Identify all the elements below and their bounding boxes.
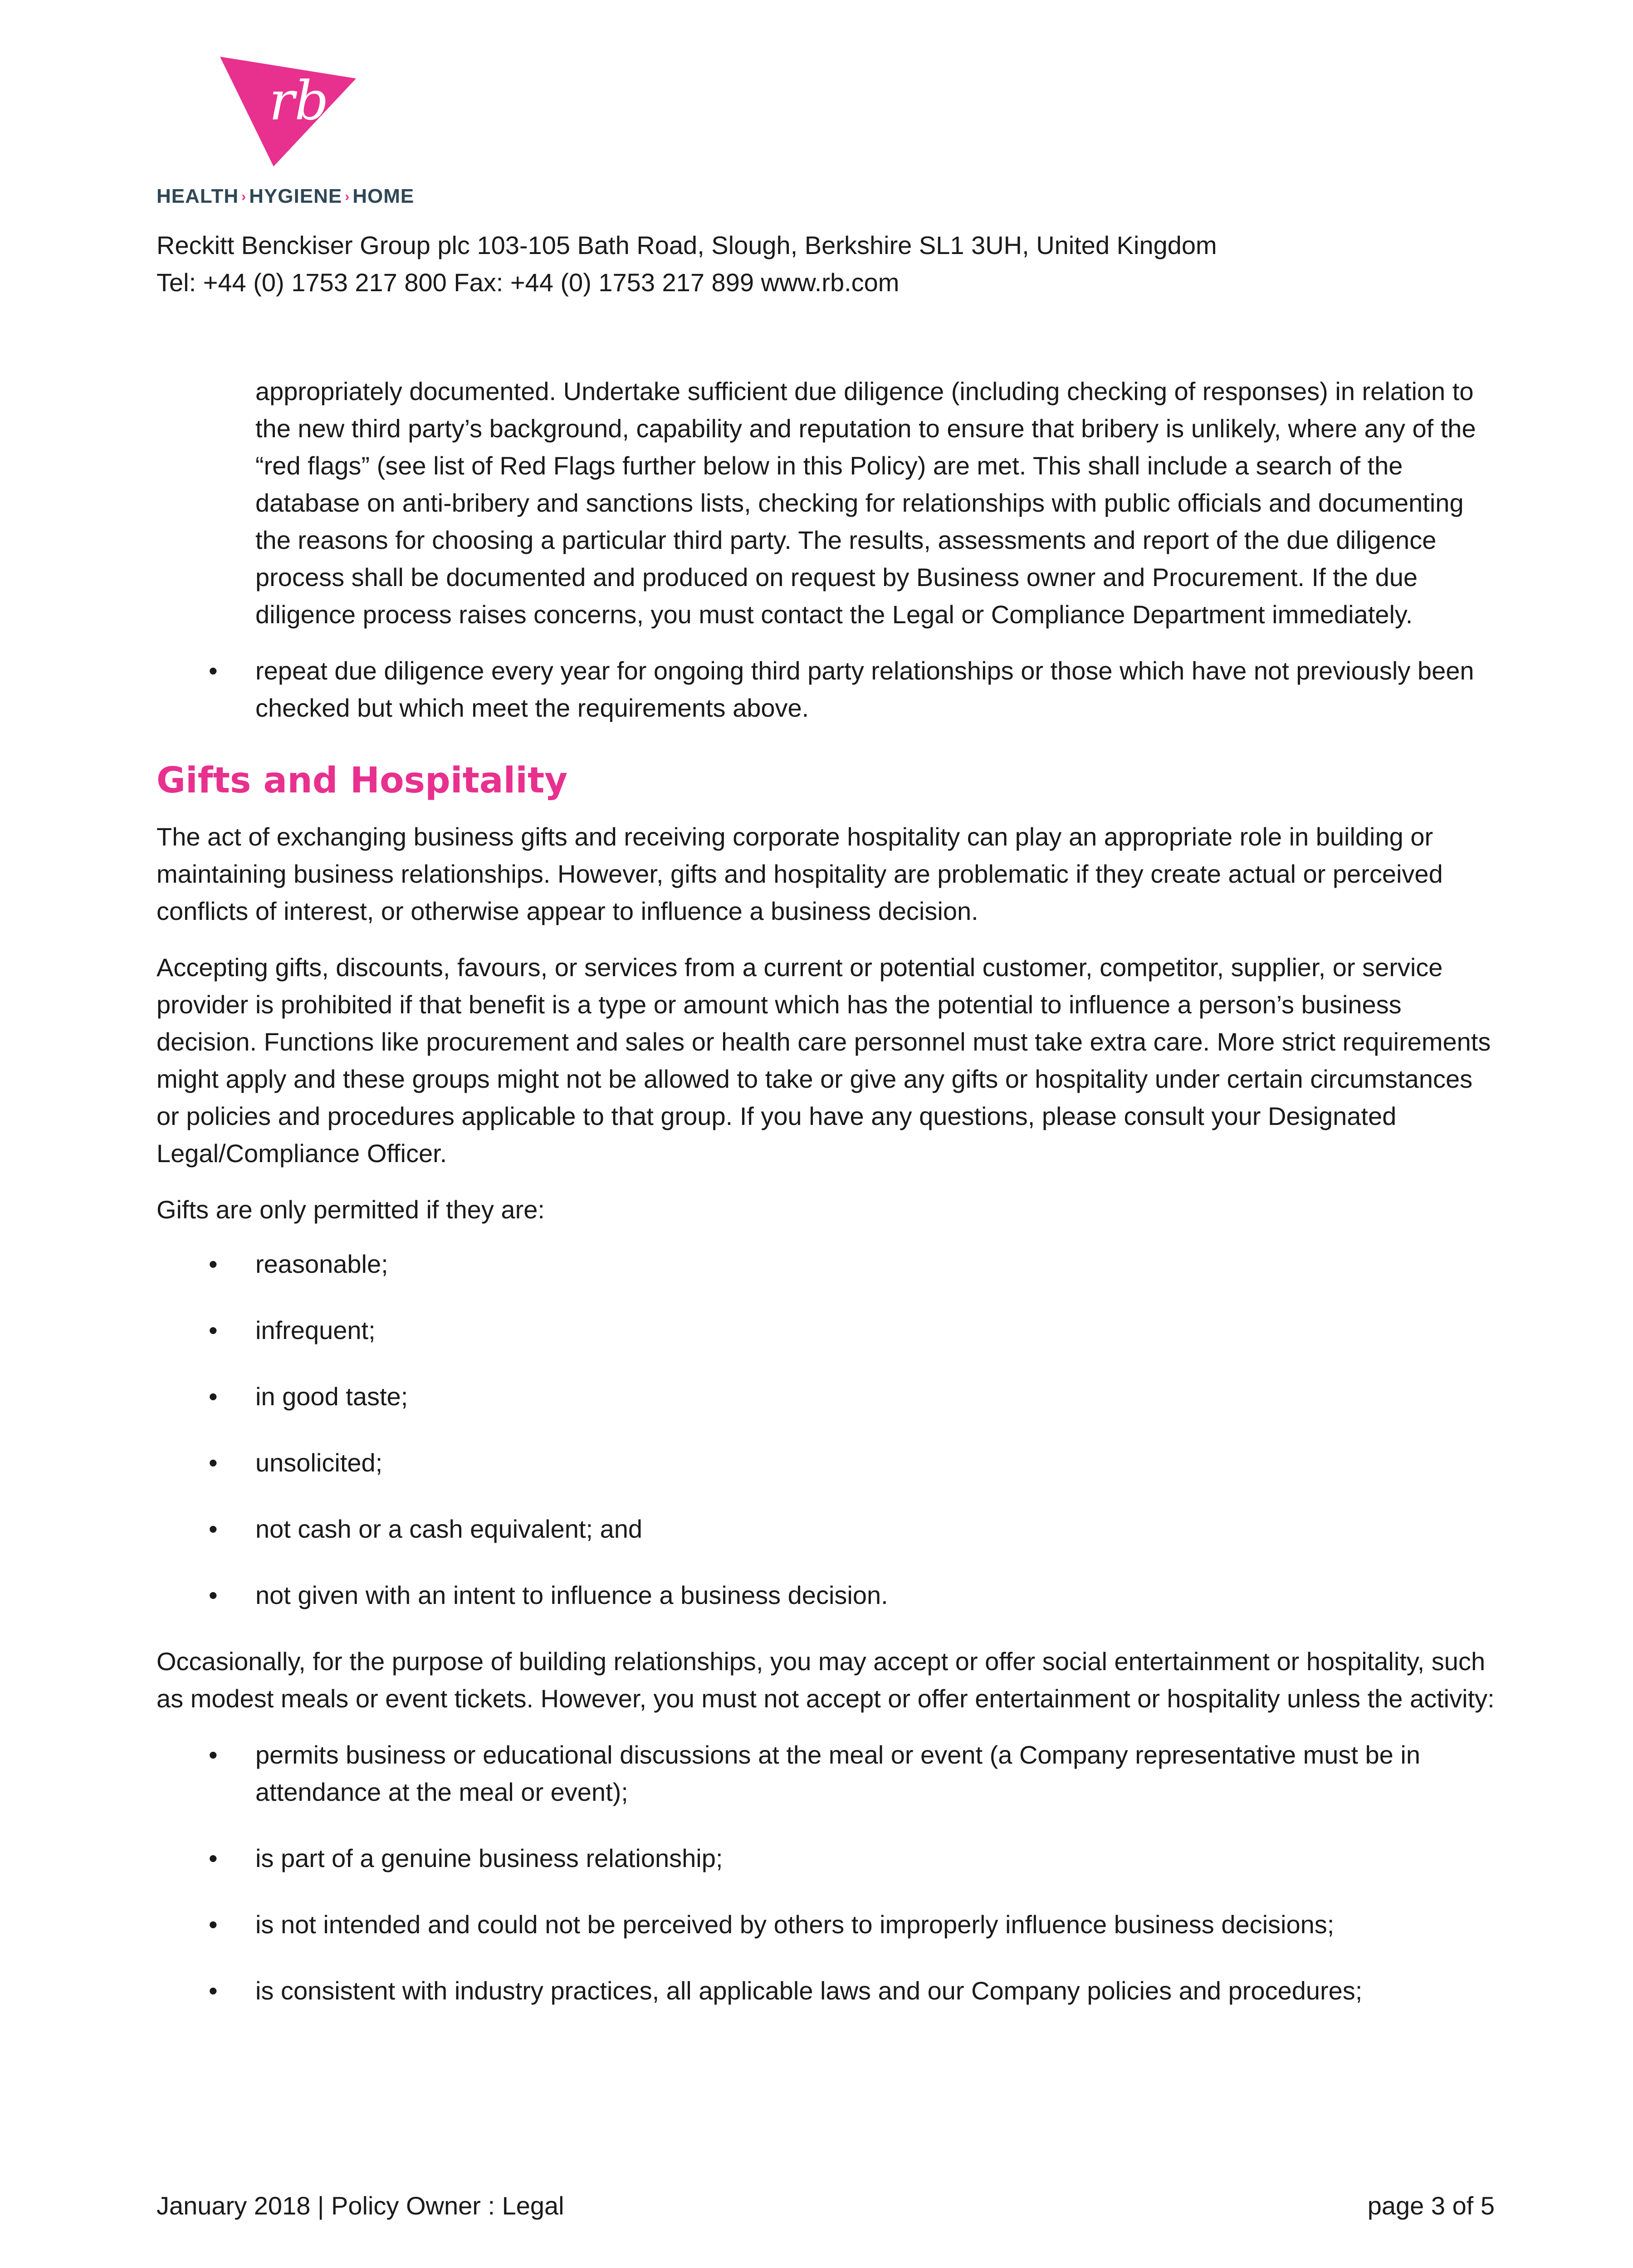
brand-tagline [156,185,414,208]
list-item: • unsolicited; [156,1444,1495,1481]
list-item: • reasonable; [156,1246,1495,1283]
gifts-criteria-list [156,1246,1495,1614]
list-item: • not cash or a cash equivalent; and [156,1510,1495,1548]
bullet-icon: • [209,1382,218,1411]
list-item: • repeat due diligence every year for ongoing third party relationships or those which have not previously been checked but which meet the requirements above. [156,652,1495,727]
logo-letters: rb [269,69,329,132]
list-item: • is not intended and could not be perceived by others to improperly influence business decisions; [156,1906,1495,1943]
paragraph: Occasionally, for the purpose of building relationships, you may accept or offer social entertainment or hospitality, such as modest meals or event tickets. However, you must not accept or offer entertainment or hospitality unless the activity: [156,1647,1495,1713]
list-item: • infrequent; [156,1312,1495,1349]
continued-paragraph: appropriately documented. Undertake sufficient due diligence (including checking of responses) in relation to the new third party’s background, capability and reputation to ensure that bribery is unlikely, where any of the “red flags” (see list of Red Flags further below in this Policy) are met. This shall include a search of the database on anti-bribery and sanctions lists, checking for relationships with public officials and documenting the reasons for choosing a particular third party. The results, assessments and report of the due diligence process shall be documented and produced on request by Business owner and Procurement. If the due diligence process raises concerns, you must contact the Legal or Compliance Department immediately. [255,377,1476,629]
list-item: • not given with an intent to influence a business decision. [156,1577,1495,1614]
bullet-icon: • [209,1448,218,1477]
hospitality-criteria-list [156,1736,1495,2009]
paragraph: Accepting gifts, discounts, favours, or services from a current or potential customer, competitor, supplier, or service provider is prohibited if that benefit is a type or amount which has the potential to influence a person’s business decision. Functions like procurement and sales or health care personnel must take extra care. More strict requirements might apply and these groups might not be allowed to take or give any gifts or hospitality under certain circumstances or policies and procedures applicable to that group. If you have any questions, please consult your Designated Legal/Compliance Officer. [156,953,1491,1168]
tagline-home: HOME [352,185,415,207]
rb-triangle-logo [220,57,356,170]
tagline-health: HEALTH [156,185,239,207]
company-logo [156,57,451,211]
bullet-icon: • [209,1976,218,2005]
tagline-separator: › [241,189,247,204]
bullet-icon: • [209,656,218,685]
page-footer [156,2187,1495,2224]
bullet-icon: • [209,1515,218,1543]
bullet-icon: • [209,1740,218,1769]
contact-line: Tel: +44 (0) 1753 217 800 Fax: +44 (0) 1753 217 899 www.rb.com [156,268,900,297]
document-body [156,373,1495,2038]
due-diligence-list [156,652,1495,727]
page-number: page 3 of 5 [1367,2191,1495,2220]
tagline-separator: › [345,189,350,204]
bullet-icon: • [209,1316,218,1344]
bullet-icon: • [209,1250,218,1278]
list-item: • in good taste; [156,1378,1495,1415]
list-item: • permits business or educational discussions at the meal or event (a Company representative must be in attendance at the meal or event); [156,1736,1495,1811]
address-line: Reckitt Benckiser Group plc 103-105 Bath Road, Slough, Berkshire SL1 3UH, United Kingdom [156,231,1217,259]
bullet-icon: • [209,1581,218,1609]
bullet-icon: • [209,1910,218,1939]
footer-date-owner: January 2018 | Policy Owner : Legal [156,2191,564,2220]
tagline-hygiene: HYGIENE [249,185,342,207]
section-heading: Gifts and Hospitality [156,760,568,801]
list-item: • is part of a genuine business relationship; [156,1840,1495,1877]
list-item: • is consistent with industry practices, all applicable laws and our Company policies and procedures; [156,1972,1495,2009]
paragraph: The act of exchanging business gifts and receiving corporate hospitality can play an appropriate role in building or maintaining business relationships. However, gifts and hospitality are problematic if they create actual or perceived conflicts of interest, or otherwise appear to influence a business decision. [156,822,1443,925]
bullet-icon: • [209,1844,218,1872]
gifts-intro: Gifts are only permitted if they are: [156,1195,545,1224]
company-address [156,227,1217,301]
